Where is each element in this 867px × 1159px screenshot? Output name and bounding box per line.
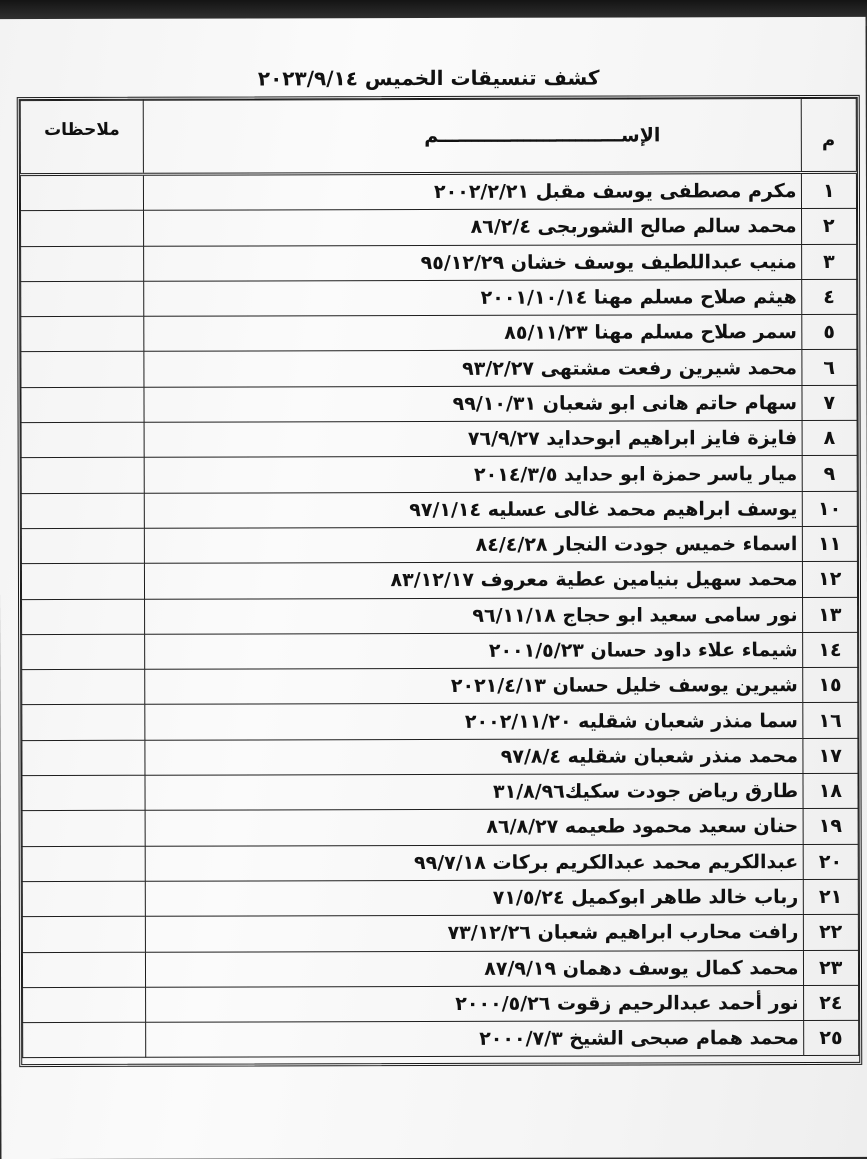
row-number: ١ xyxy=(801,172,857,208)
row-number: ٢ xyxy=(801,209,857,244)
table-row xyxy=(22,809,858,846)
table-row xyxy=(21,279,857,316)
row-number: ١١ xyxy=(802,526,858,561)
row-notes xyxy=(22,775,145,811)
row-number: ٢١ xyxy=(803,879,859,914)
row-notes xyxy=(22,740,145,776)
table-row xyxy=(23,1021,859,1058)
row-number: ٨ xyxy=(802,420,858,455)
table-row xyxy=(22,950,858,987)
row-number: ٢٤ xyxy=(803,985,859,1020)
row-number: ١٨ xyxy=(803,773,859,808)
row-name: شيماء علاء داود حسان ٢٠٠١/٥/٢٣ xyxy=(145,632,802,669)
row-notes xyxy=(21,422,144,458)
row-name: فايزة فايز ابراهيم ابوحدايد ٧٦/٩/٢٧ xyxy=(144,421,801,458)
table-frame xyxy=(17,95,863,1067)
row-number: ٢٣ xyxy=(803,950,859,985)
row-number: ٤ xyxy=(801,279,857,314)
table-row xyxy=(21,420,857,457)
row-name: محمد كمال يوسف دهمان ٨٧/٩/١٩ xyxy=(146,950,803,987)
row-name: منيب عبداللطيف يوسف خشان ٩٥/١٢/٢٩ xyxy=(144,244,801,281)
row-name: طارق رياض جودت سكيك٣١/٨/٩٦ xyxy=(145,774,802,811)
row-number: ٩ xyxy=(802,456,858,491)
table-row xyxy=(22,773,858,810)
row-notes xyxy=(22,916,145,952)
row-notes xyxy=(23,987,146,1023)
row-notes xyxy=(21,528,144,564)
row-notes xyxy=(21,564,144,600)
row-name: حنان سعيد محمود طعيمه ٨٦/٨/٢٧ xyxy=(145,809,802,846)
row-name: مكرم مصطفى يوسف مقبل ٢٠٠٢/٢/٢١ xyxy=(144,173,801,211)
table-row xyxy=(21,350,857,387)
row-name: محمد همام صبحى الشيخ ٢٠٠٠/٧/٣ xyxy=(146,1021,803,1058)
table-row xyxy=(22,632,858,669)
row-number: ١٥ xyxy=(802,668,858,703)
row-notes xyxy=(20,174,143,211)
table-row xyxy=(22,597,858,634)
header-name: الإســــــــــــــــــــــــــــم xyxy=(143,99,800,175)
table-body xyxy=(20,172,858,1058)
row-number: ٧ xyxy=(802,385,858,420)
row-notes xyxy=(21,211,144,247)
row-name: سهام حاتم هانى ابو شعبان ٩٩/١٠/٣١ xyxy=(144,385,801,422)
table-row xyxy=(21,209,857,246)
row-number: ٥ xyxy=(801,315,857,350)
row-notes xyxy=(22,669,145,705)
row-name: محمد سالم صالح الشوربجى ٨٦/٢/٤ xyxy=(144,209,801,246)
paper-sheet xyxy=(0,17,867,1159)
row-number: ١٩ xyxy=(803,809,859,844)
table-row xyxy=(21,244,857,281)
row-notes xyxy=(21,316,144,352)
header-notes: ملاحظات xyxy=(20,100,143,174)
row-name: محمد شيرين رفعت مشتهى ٩٣/٢/٢٧ xyxy=(144,350,801,387)
row-name: اسماء خميس جودت النجار ٨٤/٤/٢٨ xyxy=(145,527,802,564)
row-number: ١٠ xyxy=(802,491,858,526)
row-notes xyxy=(21,352,144,388)
row-number: ١٣ xyxy=(802,597,858,632)
row-notes xyxy=(21,387,144,423)
table-row xyxy=(22,668,858,705)
row-name: سما منذر شعبان شقليه ٢٠٠٢/١١/٢٠ xyxy=(145,703,802,740)
row-name: رباب خالد طاهر ابوكميل ٧١/٥/٢٤ xyxy=(146,879,803,916)
row-name: نور أحمد عبدالرحيم زقوت ٢٠٠٠/٥/٢٦ xyxy=(146,985,803,1022)
row-number: ٦ xyxy=(801,350,857,385)
row-number: ٣ xyxy=(801,244,857,279)
row-name: هيثم صلاح مسلم مهنا ٢٠٠١/١٠/١٤ xyxy=(144,279,801,316)
row-notes xyxy=(21,493,144,529)
document-title: كشف تنسيقات الخميس ٢٠٢٣/٩/١٤ xyxy=(257,65,600,91)
table-row xyxy=(21,315,857,352)
row-notes xyxy=(22,846,145,882)
row-notes xyxy=(21,246,144,282)
row-name: سمر صلاح مسلم مهنا ٨٥/١١/٢٣ xyxy=(144,315,801,352)
table-row xyxy=(22,844,858,881)
table-header-row xyxy=(20,98,856,174)
row-number: ١٢ xyxy=(802,562,858,597)
table-row xyxy=(22,703,858,740)
row-name: ميار ياسر حمزة ابو حدايد ٢٠١٤/٣/٥ xyxy=(144,456,801,493)
table-row xyxy=(22,915,858,952)
row-name: نور سامى سعيد ابو حجاج ٩٦/١١/١٨ xyxy=(145,597,802,634)
row-name: محمد منذر شعبان شقليه ٩٧/٨/٤ xyxy=(145,738,802,775)
table-row xyxy=(21,491,857,528)
row-name: عبدالكريم محمد عبدالكريم بركات ٩٩/٧/١٨ xyxy=(145,844,802,881)
row-name: رافت محارب ابراهيم شعبان ٧٣/١٢/٢٦ xyxy=(146,915,803,952)
row-number: ٢٥ xyxy=(803,1021,859,1056)
row-notes xyxy=(22,705,145,741)
table-row xyxy=(21,562,857,599)
row-number: ١٦ xyxy=(802,703,858,738)
row-name: يوسف ابراهيم محمد غالى عسليه ٩٧/١/١٤ xyxy=(145,491,802,528)
row-name: شيرين يوسف خليل حسان ٢٠٢١/٤/١٣ xyxy=(145,668,802,705)
table-row xyxy=(22,738,858,775)
header-number: م xyxy=(801,98,857,172)
table-row xyxy=(22,879,858,916)
row-notes xyxy=(22,952,145,988)
table-row xyxy=(21,526,857,563)
row-number: ١٤ xyxy=(802,632,858,667)
row-number: ١٧ xyxy=(802,738,858,773)
row-notes xyxy=(22,599,145,635)
row-number: ٢٠ xyxy=(803,844,859,879)
row-notes xyxy=(22,634,145,670)
row-number: ٢٢ xyxy=(803,915,859,950)
row-name: محمد سهيل بنيامين عطية معروف ٨٣/١٢/١٧ xyxy=(145,562,802,599)
table-row xyxy=(21,456,857,493)
table-row xyxy=(21,385,857,422)
row-notes xyxy=(21,458,144,494)
row-notes xyxy=(22,881,145,917)
row-notes xyxy=(23,1022,146,1058)
row-notes xyxy=(21,281,144,317)
names-table xyxy=(20,98,860,1059)
table-row xyxy=(20,172,856,210)
table-row xyxy=(23,985,859,1022)
row-notes xyxy=(22,811,145,847)
